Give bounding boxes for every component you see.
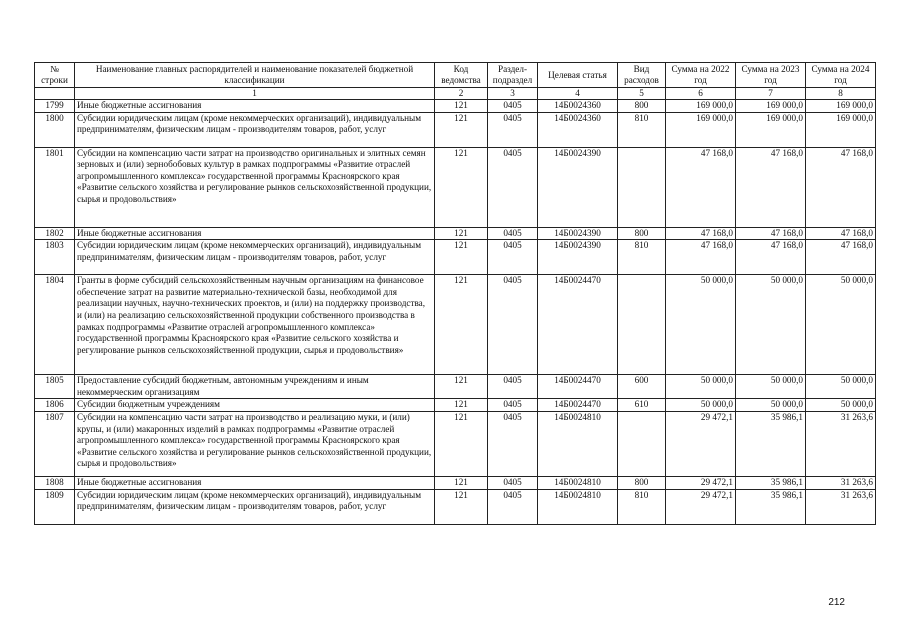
row-number: 1802 — [35, 227, 75, 240]
row-section: 0405 — [488, 227, 538, 240]
page-number: 212 — [828, 597, 845, 608]
header-row-no: № строки — [35, 63, 75, 88]
row-target-article: 14Б0024470 — [538, 275, 618, 375]
col-number: 7 — [736, 88, 806, 100]
row-expense-type: 810 — [618, 489, 666, 524]
row-name: Субсидии юридическим лицам (кроме некоммерческих организаций), индивидуальным предпринимателям, физическим лицам - производителям товаров, работ, услуг — [75, 240, 435, 275]
row-expense-type — [618, 275, 666, 375]
row-number: 1803 — [35, 240, 75, 275]
col-number — [35, 88, 75, 100]
table-row — [35, 476, 876, 489]
row-sum-2022: 47 168,0 — [666, 240, 736, 275]
header-sum-2024: Сумма на 2024 год — [806, 63, 876, 88]
col-number: 5 — [618, 88, 666, 100]
row-dept-code: 121 — [435, 227, 488, 240]
row-sum-2024: 31 263,6 — [806, 411, 876, 476]
row-sum-2024: 47 168,0 — [806, 147, 876, 227]
row-name: Иные бюджетные ассигнования — [75, 227, 435, 240]
header-section: Раздел-подраздел — [488, 63, 538, 88]
row-sum-2024: 50 000,0 — [806, 399, 876, 412]
row-target-article: 14Б0024810 — [538, 476, 618, 489]
col-number: 1 — [75, 88, 435, 100]
row-sum-2022: 50 000,0 — [666, 399, 736, 412]
row-expense-type: 600 — [618, 375, 666, 399]
row-sum-2024: 47 168,0 — [806, 240, 876, 275]
row-name: Предоставление субсидий бюджетным, автономным учреждениям и иным некоммерческим организациям — [75, 375, 435, 399]
row-sum-2023: 169 000,0 — [736, 100, 806, 113]
row-name: Субсидии на компенсацию части затрат на производство и реализацию муки, и (или) крупы, и (или) макаронных изделий в рамках подпрограммы «Развитие отраслей агропромышленного комплекса» государственной программы Красноярского края «Развитие сельского хозяйства и регулирование рынков сельскохозяйственной продукции, сырья и продовольствия» — [75, 411, 435, 476]
table-row — [35, 240, 876, 275]
row-dept-code: 121 — [435, 240, 488, 275]
row-dept-code: 121 — [435, 476, 488, 489]
row-section: 0405 — [488, 489, 538, 524]
header-sum-2022: Сумма на 2022 год — [666, 63, 736, 88]
row-sum-2022: 47 168,0 — [666, 227, 736, 240]
row-dept-code: 121 — [435, 399, 488, 412]
row-sum-2022: 29 472,1 — [666, 411, 736, 476]
row-expense-type — [618, 147, 666, 227]
row-sum-2023: 50 000,0 — [736, 375, 806, 399]
row-section: 0405 — [488, 240, 538, 275]
row-target-article: 14Б0024470 — [538, 399, 618, 412]
col-number: 4 — [538, 88, 618, 100]
row-name: Гранты в форме субсидий сельскохозяйственным научным организациям на финансовое обеспечение затрат на развитие материально-технической базы, необходимой для реализации научных, научно-технических проектов, и (или) на поддержку производства, и (или) на реализацию сельскохозяйственной продукции собственного производства в рамках подпрограммы «Развитие отраслей агропромышленного комплекса» государственной программы Красноярского края «Развитие сельского хозяйства и регулирование рынков сельскохозяйственной продукции, сырья и продовольствия» — [75, 275, 435, 375]
table-row — [35, 275, 876, 375]
col-number: 2 — [435, 88, 488, 100]
col-number: 8 — [806, 88, 876, 100]
row-sum-2024: 47 168,0 — [806, 227, 876, 240]
row-sum-2023: 35 986,1 — [736, 489, 806, 524]
row-sum-2023: 35 986,1 — [736, 411, 806, 476]
row-sum-2022: 169 000,0 — [666, 112, 736, 147]
row-target-article: 14Б0024810 — [538, 411, 618, 476]
row-section: 0405 — [488, 411, 538, 476]
row-expense-type — [618, 411, 666, 476]
header-dept-code: Код ведомства — [435, 63, 488, 88]
table-row — [35, 227, 876, 240]
row-sum-2023: 169 000,0 — [736, 112, 806, 147]
row-dept-code: 121 — [435, 489, 488, 524]
row-name: Субсидии бюджетным учреждениям — [75, 399, 435, 412]
row-sum-2023: 47 168,0 — [736, 240, 806, 275]
row-sum-2023: 50 000,0 — [736, 399, 806, 412]
row-target-article: 14Б0024810 — [538, 489, 618, 524]
row-expense-type: 810 — [618, 112, 666, 147]
row-section: 0405 — [488, 112, 538, 147]
row-sum-2023: 50 000,0 — [736, 275, 806, 375]
row-sum-2022: 47 168,0 — [666, 147, 736, 227]
row-number: 1801 — [35, 147, 75, 227]
table-row — [35, 489, 876, 524]
table-row — [35, 147, 876, 227]
header-sum-2023: Сумма на 2023 год — [736, 63, 806, 88]
row-section: 0405 — [488, 399, 538, 412]
row-expense-type: 800 — [618, 100, 666, 113]
row-target-article: 14Б0024360 — [538, 100, 618, 113]
row-number: 1804 — [35, 275, 75, 375]
row-sum-2022: 50 000,0 — [666, 375, 736, 399]
table-row — [35, 100, 876, 113]
row-target-article: 14Б0024470 — [538, 375, 618, 399]
row-sum-2023: 35 986,1 — [736, 476, 806, 489]
row-section: 0405 — [488, 275, 538, 375]
budget-table — [34, 62, 876, 525]
row-target-article: 14Б0024360 — [538, 112, 618, 147]
row-sum-2024: 31 263,6 — [806, 476, 876, 489]
header-expense-type: Вид расходов — [618, 63, 666, 88]
row-number: 1809 — [35, 489, 75, 524]
row-expense-type: 800 — [618, 227, 666, 240]
col-number: 6 — [666, 88, 736, 100]
row-number: 1800 — [35, 112, 75, 147]
table-header — [35, 63, 876, 100]
row-name: Субсидии юридическим лицам (кроме некоммерческих организаций), индивидуальным предпринимателям, физическим лицам - производителям товаров, работ, услуг — [75, 112, 435, 147]
row-sum-2022: 169 000,0 — [666, 100, 736, 113]
column-numbers-row — [35, 88, 876, 100]
row-target-article: 14Б0024390 — [538, 227, 618, 240]
row-dept-code: 121 — [435, 100, 488, 113]
row-sum-2023: 47 168,0 — [736, 227, 806, 240]
row-name: Иные бюджетные ассигнования — [75, 100, 435, 113]
row-number: 1799 — [35, 100, 75, 113]
row-target-article: 14Б0024390 — [538, 147, 618, 227]
header-target-article: Целевая статья — [538, 63, 618, 88]
row-number: 1805 — [35, 375, 75, 399]
table-row — [35, 411, 876, 476]
row-dept-code: 121 — [435, 375, 488, 399]
row-name: Иные бюджетные ассигнования — [75, 476, 435, 489]
row-expense-type: 800 — [618, 476, 666, 489]
row-sum-2024: 50 000,0 — [806, 275, 876, 375]
row-section: 0405 — [488, 375, 538, 399]
table-row — [35, 375, 876, 399]
row-number: 1807 — [35, 411, 75, 476]
table-body — [35, 100, 876, 525]
row-section: 0405 — [488, 476, 538, 489]
row-sum-2024: 169 000,0 — [806, 100, 876, 113]
row-sum-2024: 169 000,0 — [806, 112, 876, 147]
row-sum-2024: 31 263,6 — [806, 489, 876, 524]
row-number: 1808 — [35, 476, 75, 489]
row-section: 0405 — [488, 100, 538, 113]
row-sum-2024: 50 000,0 — [806, 375, 876, 399]
row-expense-type: 610 — [618, 399, 666, 412]
row-sum-2022: 29 472,1 — [666, 489, 736, 524]
header-name: Наименование главных распорядителей и наименование показателей бюджетной классификации — [75, 63, 435, 88]
row-dept-code: 121 — [435, 275, 488, 375]
row-name: Субсидии юридическим лицам (кроме некоммерческих организаций), индивидуальным предпринимателям, физическим лицам - производителям товаров, работ, услуг — [75, 489, 435, 524]
row-dept-code: 121 — [435, 411, 488, 476]
row-name: Субсидии на компенсацию части затрат на производство оригинальных и элитных семян зерновых и (или) зернобобовых культур в рамках подпрограммы «Развитие отраслей агропромышленного комплекса» государственной программы Красноярского края «Развитие сельского хозяйства и регулирование рынков сельскохозяйственной продукции, сырья и продовольствия» — [75, 147, 435, 227]
row-dept-code: 121 — [435, 147, 488, 227]
row-expense-type: 810 — [618, 240, 666, 275]
row-sum-2022: 29 472,1 — [666, 476, 736, 489]
row-section: 0405 — [488, 147, 538, 227]
col-number: 3 — [488, 88, 538, 100]
row-sum-2022: 50 000,0 — [666, 275, 736, 375]
table-row — [35, 399, 876, 412]
table-row — [35, 112, 876, 147]
row-number: 1806 — [35, 399, 75, 412]
row-target-article: 14Б0024390 — [538, 240, 618, 275]
row-dept-code: 121 — [435, 112, 488, 147]
row-sum-2023: 47 168,0 — [736, 147, 806, 227]
